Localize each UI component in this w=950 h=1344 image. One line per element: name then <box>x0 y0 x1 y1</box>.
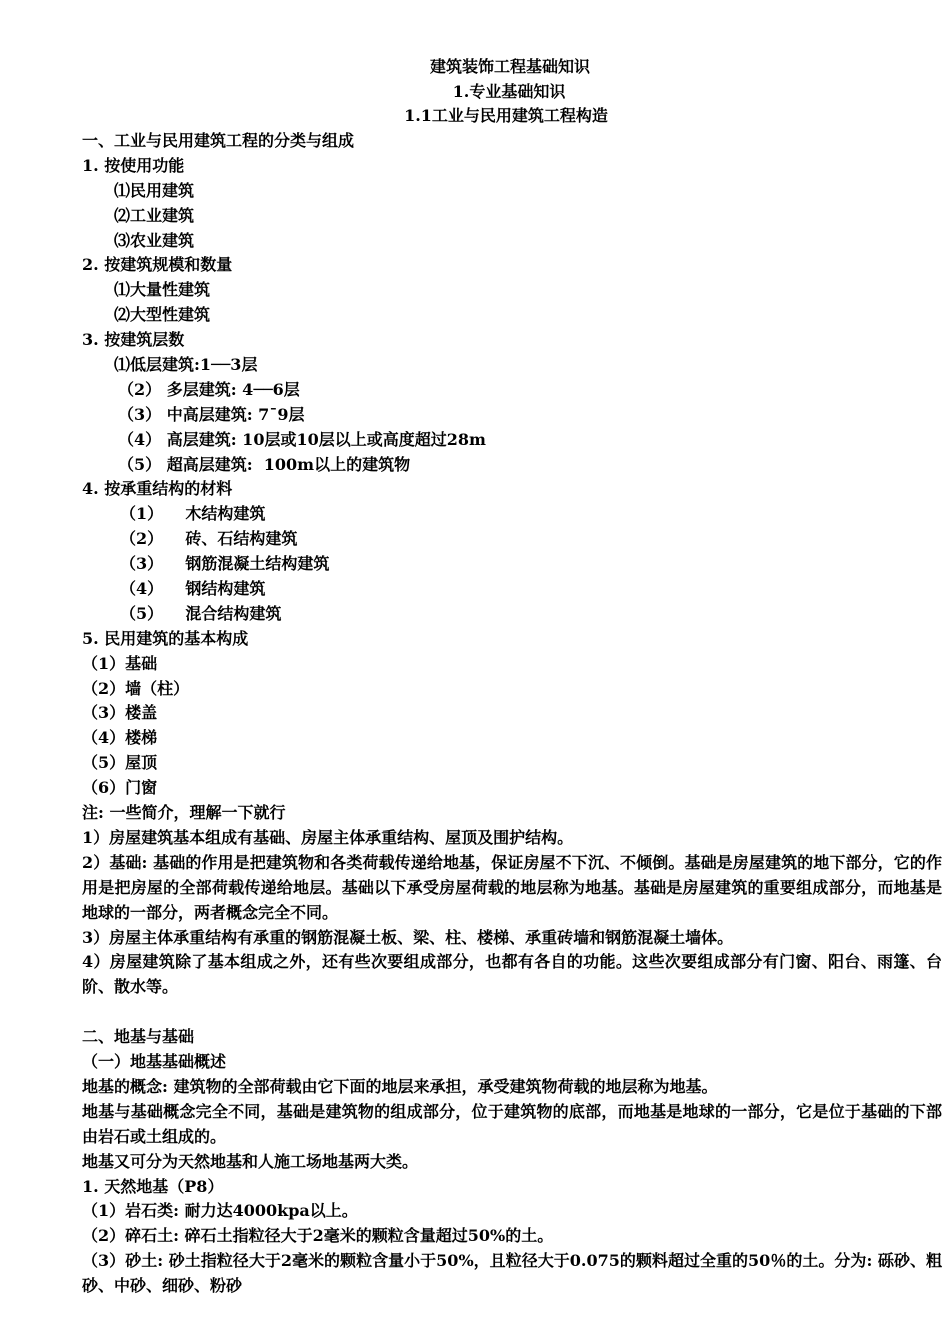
by-function-heading: 1. 按使用功能 <box>82 155 185 175</box>
blank-line <box>82 1000 942 1025</box>
list-item: ⑵工业建筑 <box>114 205 195 225</box>
body-paragraph: 地基又可分为天然地基和人施工场地基两大类。 <box>82 1151 419 1171</box>
section-title: 1.1工业与民用建筑工程构造 <box>404 106 608 125</box>
list-item: （5） 混合结构建筑 <box>120 603 282 623</box>
list-item: （1）岩石类: 耐力达4000kpa以上。 <box>82 1201 358 1221</box>
list-item: （6）门窗 <box>82 778 158 798</box>
list-item: （2） 多层建筑: 4──6层 <box>118 379 300 399</box>
list-item: （5） 超高层建筑: 100m以上的建筑物 <box>118 454 411 474</box>
composition-heading: 5. 民用建筑的基本构成 <box>82 628 249 648</box>
part1-heading: 一、工业与民用建筑工程的分类与组成 <box>82 131 355 150</box>
list-item: ⑴低层建筑:1──3层 <box>114 355 258 375</box>
natural-foundation-heading: 1. 天然地基（P8） <box>82 1176 224 1196</box>
list-item: （2）碎石土: 碎石土指粒径大于2毫米的颗粒含量超过50%的土。 <box>82 1226 554 1246</box>
note-paragraph: 2）基础: 基础的作用是把建筑物和各类荷载传递给地基，保证房屋不下沉、不倾倒。基础是房屋建筑的地下部分，它的作用是把房屋的全部荷载传递给地层。基础以下承受房屋荷载的地层称为地基。基础是房屋建筑的重要组成部分，而地基是地球的一部分，两者概念完全不同。 <box>82 852 942 922</box>
list-item: （2）墙（柱） <box>82 678 190 698</box>
list-item: （3）砂土: 砂土指粒径大于2毫米的颗粒含量小于50%，且粒径大于0.075的颗料超过全重的50％的土。分为: 砾砂、粗砂、中砂、细砂、粉砂 <box>82 1251 942 1296</box>
list-item: （5）屋顶 <box>82 753 158 773</box>
by-material-heading: 4. 按承重结构的材料 <box>82 479 233 499</box>
list-item: （2） 砖、石结构建筑 <box>120 529 298 549</box>
note-paragraph: 4）房屋建筑除了基本组成之外，还有些次要组成部分，也都有各自的功能。这些次要组成部分有门窗、阳台、雨篷、台阶、散水等。 <box>82 952 942 997</box>
part2-heading: 二、地基与基础 <box>82 1027 195 1047</box>
list-item: （4） 钢结构建筑 <box>120 579 266 599</box>
part2-subheading: （一）地基基础概述 <box>82 1052 227 1072</box>
body-paragraph: 地基的概念: 建筑物的全部荷载由它下面的地层来承担，承受建筑物荷载的地层称为地基。 <box>82 1076 718 1096</box>
list-item: ⑶农业建筑 <box>114 230 195 250</box>
document-body <box>82 129 942 1299</box>
list-item: ⑵大型性建筑 <box>114 305 211 325</box>
note-paragraph: 1）房屋建筑基本组成有基础、房屋主体承重结构、屋顶及围护结构。 <box>82 827 574 847</box>
document-title: 建筑装饰工程基础知识 <box>429 57 590 76</box>
chapter-title: 1.专业基础知识 <box>452 81 566 101</box>
list-item: （4）楼梯 <box>82 728 158 748</box>
list-item: （3） 中高层建筑: 7¯9层 <box>118 404 305 424</box>
body-paragraph: 地基与基础概念完全不同，基础是建筑物的组成部分，位于建筑物的底部，而地基是地球的一部分，它是位于基础的下部由岩石或土组成的。 <box>82 1101 942 1146</box>
list-item: （3） 钢筋混凝土结构建筑 <box>120 554 330 574</box>
list-item: （4） 高层建筑: 10层或10层以上或高度超过28m <box>118 429 486 449</box>
list-item: ⑴民用建筑 <box>114 180 195 200</box>
note-paragraph: 3）房屋主体承重结构有承重的钢筋混凝土板、梁、柱、楼梯、承重砖墙和钢筋混凝土墙体。 <box>82 927 734 947</box>
list-item: （3）楼盖 <box>82 703 158 723</box>
by-scale-heading: 2. 按建筑规模和数量 <box>82 255 233 275</box>
title-block <box>0 55 950 129</box>
list-item: ⑴大量性建筑 <box>114 280 211 300</box>
notes-heading: 注: 一些简介，理解一下就行 <box>82 803 286 823</box>
list-item: （1） 木结构建筑 <box>120 504 266 524</box>
list-item: （1）基础 <box>82 653 158 673</box>
by-floors-heading: 3. 按建筑层数 <box>82 330 185 350</box>
